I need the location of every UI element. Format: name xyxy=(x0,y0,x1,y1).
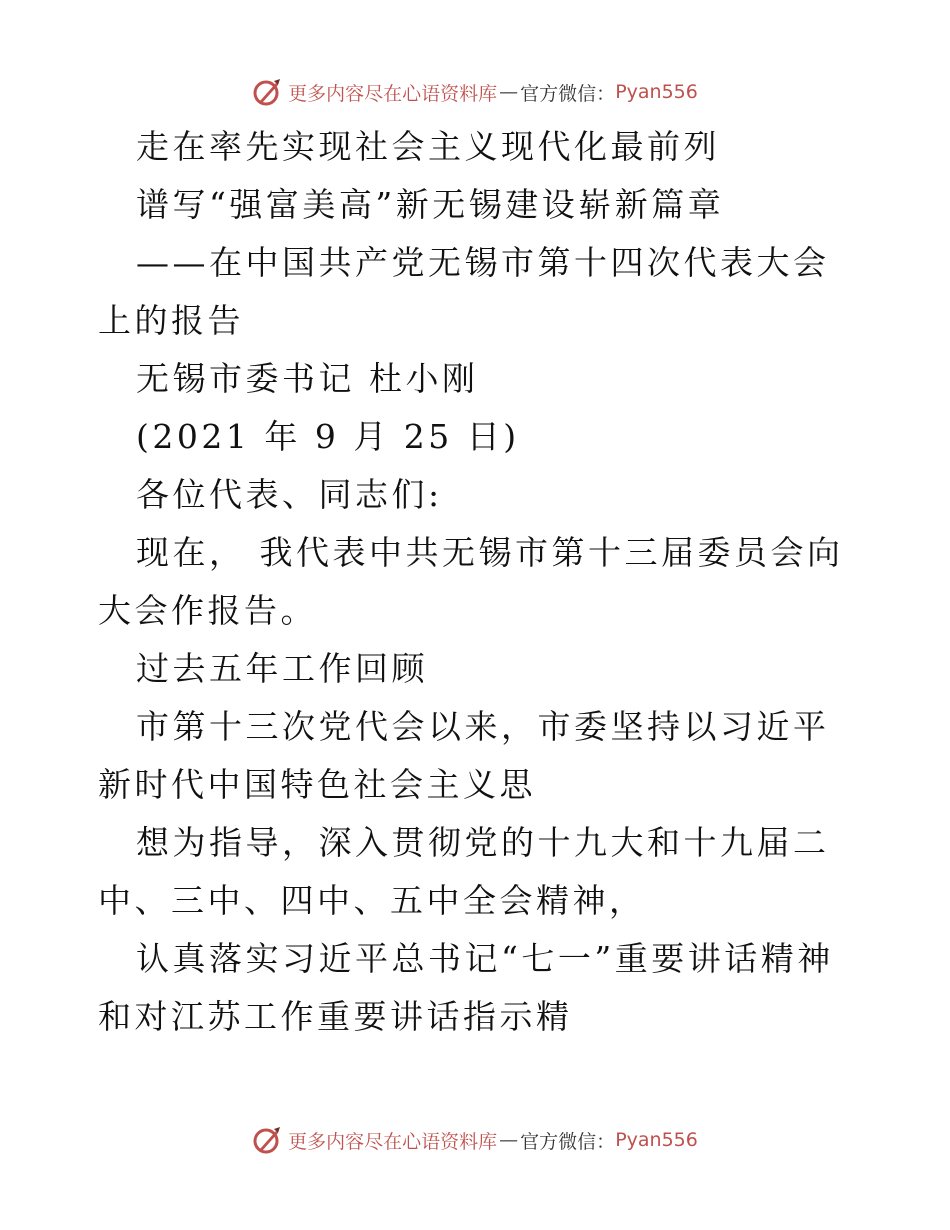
watermark-site-text: 更多内容尽在心语资料库 xyxy=(288,1130,498,1153)
watermark-account: Pyan556 xyxy=(615,1129,698,1151)
watermark-account: Pyan556 xyxy=(615,81,698,103)
header-watermark xyxy=(0,72,950,112)
paragraph: 想为指导，深入贯彻党的十九大和十九届二中、三中、四中、五中全会精神， xyxy=(98,823,830,920)
subtitle: ——在中国共产党无锡市第十四次代表大会上的报告 xyxy=(98,243,830,340)
quill-logo-icon xyxy=(252,77,282,107)
document-body xyxy=(98,118,858,1046)
watermark-wechat-label: 官方微信： xyxy=(520,82,616,105)
watermark-separator: — xyxy=(499,1129,519,1151)
quill-logo-icon xyxy=(252,1125,282,1155)
salutation: 各位代表、同志们: xyxy=(136,475,443,514)
paragraph: 认真落实习近平总书记“七一”重要讲话精神和对江苏工作重要讲话指示精 xyxy=(98,939,834,1036)
paragraph: 市第十三次党代会以来，市委坚持以习近平新时代中国特色社会主义思 xyxy=(98,707,830,804)
date-line: (2021 年 9 月 25 日) xyxy=(136,417,520,456)
author-line: 无锡市委书记 杜小刚 xyxy=(136,359,479,398)
footer-watermark xyxy=(0,1120,950,1160)
watermark-separator: — xyxy=(499,81,519,103)
watermark-wechat-label: 官方微信： xyxy=(520,1130,616,1153)
title-line-1: 走在率先实现社会主义现代化最前列 xyxy=(136,127,720,166)
paragraph: 现在， 我代表中共无锡市第十三届委员会向大会作报告。 xyxy=(98,533,844,630)
section-heading: 过去五年工作回顾 xyxy=(136,649,428,688)
watermark-site-text: 更多内容尽在心语资料库 xyxy=(288,82,498,105)
title-line-2: 谱写“强富美高”新无锡建设崭新篇章 xyxy=(136,185,725,224)
